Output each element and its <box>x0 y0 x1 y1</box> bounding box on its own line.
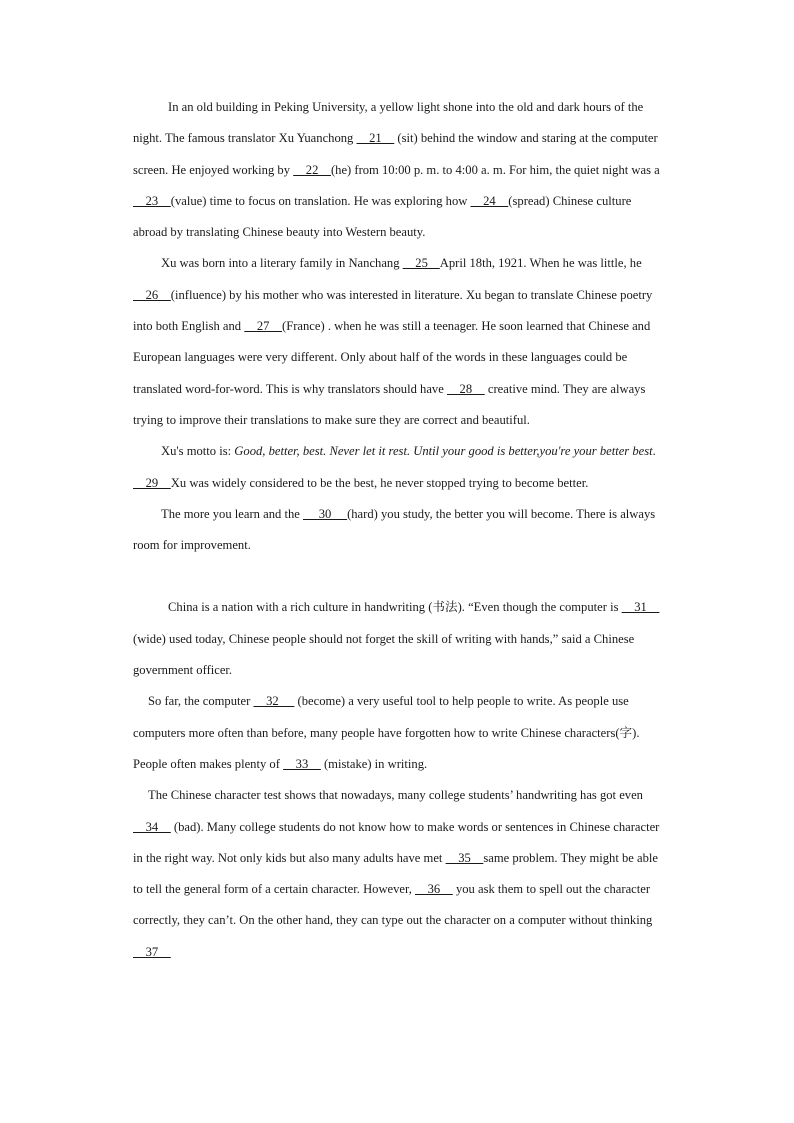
text: (sit) behind the window and staring at the computer screen. He enjoyed working by <box>133 131 658 177</box>
blank-37: 37 <box>133 944 171 959</box>
blank-32: 32 <box>253 694 295 709</box>
text: creative mind. They are always trying to improve their translations to make sure they are correct and beautiful. <box>133 381 646 427</box>
blank-24: 24 <box>470 193 509 208</box>
paragraph <box>133 499 663 562</box>
blank-30: 30 <box>302 506 348 521</box>
blank-26: 26 <box>133 287 171 302</box>
text: (value) time to focus on translation. He was exploring how <box>170 193 471 208</box>
blank-35: 35 <box>445 850 484 865</box>
paragraph <box>133 686 663 780</box>
paragraph <box>133 780 663 968</box>
blank-25: 25 <box>402 256 440 271</box>
text: Xu was born into a literary family in Nanchang <box>161 256 403 271</box>
blank-28: 28 <box>446 381 485 396</box>
paragraph <box>133 436 663 499</box>
blank-33: 33 <box>283 756 321 771</box>
text: same problem. They might be able to tell the general form of a certain character. However, <box>133 850 659 897</box>
text: (bad). Many college students do not know how to make words or sentences in Chinese character in the right way. Not only kids but also many adults have met <box>133 819 660 865</box>
blank-27: 27 <box>244 319 283 334</box>
text: (mistake) in writing. <box>320 756 428 771</box>
document-page <box>133 92 663 968</box>
text: The Chinese character test shows that nowadays, many college students’ handwriting has got even <box>148 788 643 803</box>
text: (he) from 10:00 p. m. to 4:00 a. m. For him, the quiet night was a <box>330 162 660 177</box>
text: Xu was widely considered to be the best, he never stopped trying to become better. <box>170 475 589 490</box>
text: (France) . when he was still a teenager. He soon learned that Chinese and European languages were very different. Only about half of the words in these languages could be translated word-for-word. This is why translators should have <box>133 319 651 396</box>
paragraph <box>133 92 663 248</box>
text: (become) a very useful tool to help people to write. As people use computers more often than before, many people have forgotten how to write Chinese characters(字). People often makes plenty of <box>133 694 640 771</box>
paragraph <box>133 248 663 436</box>
text: April 18th, 1921. When he was little, he <box>439 256 642 271</box>
text: . <box>652 444 656 459</box>
blank-29: 29 <box>133 475 171 490</box>
text: you ask them to spell out the character correctly, they can’t. On the other hand, they can type out the character on a computer without thinking <box>133 882 653 928</box>
text: (influence) by his mother who was interested in literature. Xu began to translate Chinese poetry into both English and <box>133 287 653 334</box>
blank-22: 22 <box>293 162 331 177</box>
text: (spread) Chinese culture abroad by translating Chinese beauty into Western beauty. <box>133 193 632 240</box>
blank-23: 23 <box>133 193 171 208</box>
blank-21: 21 <box>356 131 395 146</box>
spacer <box>133 561 663 592</box>
blank-34: 34 <box>133 819 171 834</box>
text: The more you learn and the <box>161 506 303 521</box>
blank-31: 31 <box>621 600 660 615</box>
text: (hard) you study, the better you will become. There is always room for improvement. <box>133 506 656 553</box>
paragraph <box>133 592 663 686</box>
text: Xu's motto is: <box>161 444 235 459</box>
text: (wide) used today, Chinese people should not forget the skill of writing with hands,” said a Chinese government officer. <box>133 631 635 678</box>
text: In an old building in Peking University, a yellow light shone into the old and dark hours of the night. The famous translator Xu Yuanchong <box>133 100 644 146</box>
text: China is a nation with a rich culture in handwriting (书法). “Even though the computer is <box>168 600 622 615</box>
motto: Good, better, best. Never let it rest. Until your good is better,you're your better best <box>234 444 653 459</box>
text: So far, the computer <box>148 694 254 709</box>
blank-36: 36 <box>415 882 453 897</box>
